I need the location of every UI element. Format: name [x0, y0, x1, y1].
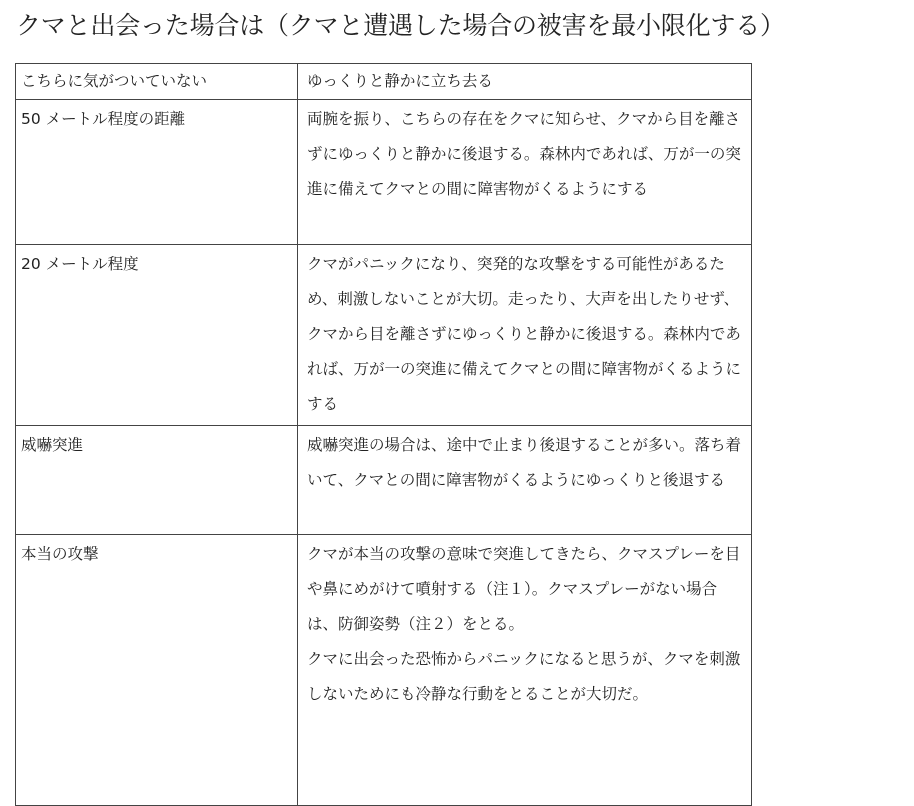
table-row: [16, 100, 752, 245]
bear-encounter-table: [15, 63, 752, 806]
situation-cell: [16, 245, 298, 426]
table-row: [16, 426, 752, 535]
header-situation-cell: [16, 64, 298, 100]
header-action-text: ゆっくりと静かに立ち去る: [307, 72, 493, 90]
action-text: クマが本当の攻撃の意味で突進してきたら、クマスプレーを目や鼻にめがけて噴射する（注１）。クマスプレーがない場合は、防御姿勢（注２）をとる。: [307, 545, 741, 633]
situation-cell: [16, 535, 298, 806]
action-cell: [298, 245, 752, 426]
action-text: 両腕を振り、こちらの存在をクマに知らせ、クマから目を離さずにゆっくりと静かに後退する。森林内であれば、万が一の突進に備えてクマとの間に障害物がくるようにする: [307, 110, 741, 198]
situation-text: 20 メートル程度: [21, 255, 139, 273]
page-title: クマと出会った場合は（クマと遭遇した場合の被害を最小限化する）: [16, 11, 785, 40]
situation-cell: [16, 100, 298, 245]
situation-text: 本当の攻撃: [21, 545, 99, 563]
action-cell: [298, 535, 752, 806]
situation-cell: [16, 426, 298, 535]
action-cell: [298, 426, 752, 535]
action-text: クマに出会った恐怖からパニックになると思うが、クマを刺激しないためにも冷静な行動をとることが大切だ。: [307, 650, 741, 703]
table-row: [16, 535, 752, 806]
header-action-cell: [298, 64, 752, 100]
situation-text: 50 メートル程度の距離: [21, 110, 186, 128]
table-header-row: [16, 64, 752, 100]
action-cell: [298, 100, 752, 245]
table-row: [16, 245, 752, 426]
action-text: 威嚇突進の場合は、途中で止まり後退することが多い。落ち着いて、クマとの間に障害物がくるようにゆっくりと後退する: [307, 436, 742, 489]
situation-text: 威嚇突進: [21, 436, 84, 454]
action-text: クマがパニックになり、突発的な攻撃をする可能性があるため、刺激しないことが大切。走ったり、大声を出したりせず、クマから目を離さずにゆっくりと静かに後退する。森林内であれば、万が一の突進に備えてクマとの間に障害物がくるようにする: [307, 255, 742, 413]
header-situation-text: こちらに気がついていない: [21, 72, 208, 90]
